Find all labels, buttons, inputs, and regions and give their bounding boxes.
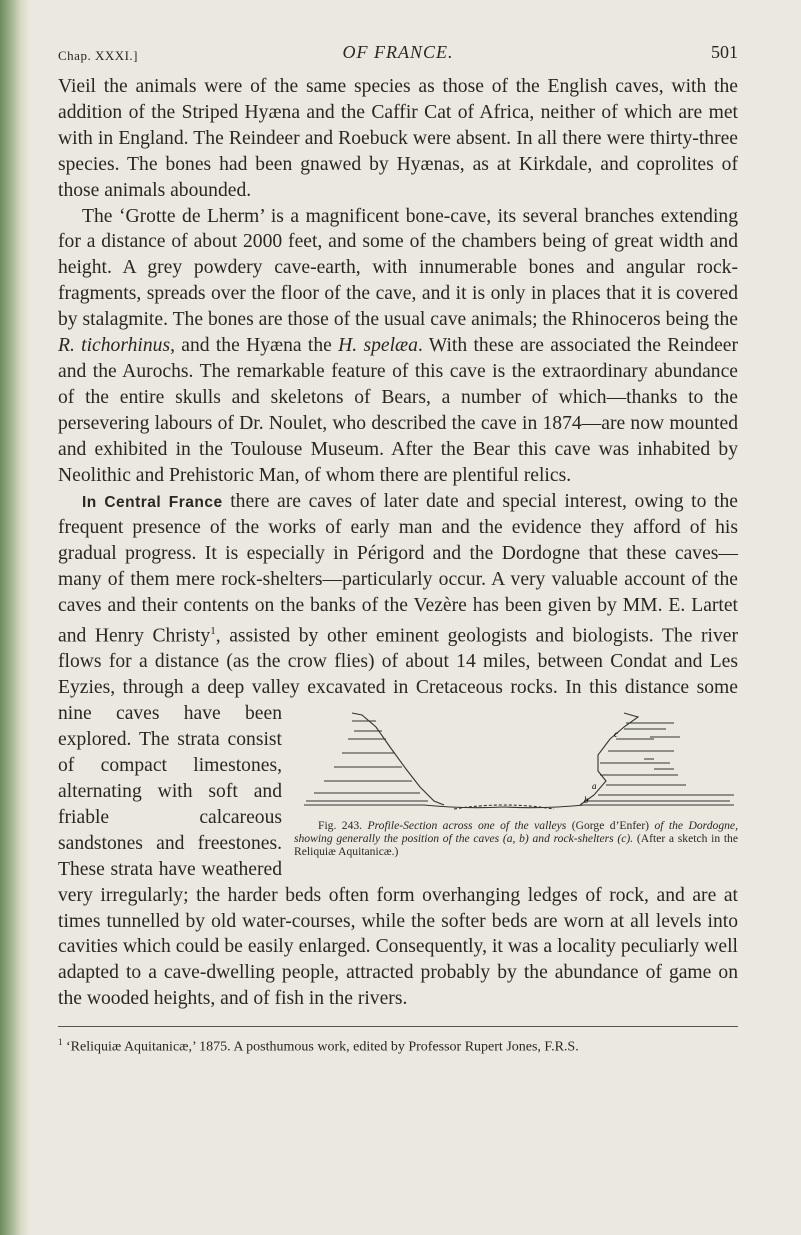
- footnote: [58, 1026, 738, 1057]
- footnote-reference: 1: [210, 625, 216, 638]
- left-strata-lines: [306, 721, 428, 801]
- page-number: 501: [711, 42, 738, 62]
- right-valley-wall: [580, 713, 638, 805]
- right-strata-marks: [644, 737, 680, 769]
- book-gutter-edge: [0, 0, 30, 1235]
- paragraph-2-text-a: The ‘Grotte de Lherm’ is a magnificent bone-cave, its several branches extending for a distance of about 2000 feet, and some of the chambers being of great width and height. A grey powdery cave-earth, with innumerable bones and angular rock-fragments, spreads over the floor of the cave, and it is only in places that it is covered by stalagmite. The bones are those of the usual cave animals; the Rhinoceros being the: [58, 205, 738, 331]
- caption-gorge: (Gorge d’Enfer): [566, 819, 655, 833]
- caption-title: Profile-Section across one of the valleys: [367, 819, 567, 833]
- figure-caption: [294, 819, 738, 858]
- paragraph-3-text-b-lead: , assisted by other eminent geologists and biologists. The river flows for a distance (as the crow flies) of about 14 miles, between Condat and Les Eyzies, through a deep valley excavated in Cretaceous rocks.: [58, 625, 738, 699]
- label-b: b: [584, 795, 589, 806]
- paragraph-3: [58, 489, 738, 1013]
- page-header: [58, 40, 738, 74]
- species-rhinoceros: R. tichorhinus: [58, 335, 171, 357]
- footnote-text: ‘Reliquiæ Aquitanicæ,’ 1875. A posthumous work, edited by Professor Rupert Jones, F.R.S.: [62, 1039, 579, 1055]
- book-page: [58, 40, 738, 1057]
- label-a: a: [592, 781, 597, 792]
- paragraph-3-text-b: [58, 626, 738, 1010]
- right-strata-lines: [584, 723, 734, 801]
- valley-profile-section: [294, 709, 738, 817]
- species-hyaena: H. spelæa: [338, 335, 418, 357]
- caption-number: Fig. 243.: [318, 819, 363, 833]
- paragraph-1: Vieil the animals were of the same species as those of the English caves, with the addition of the Striped Hyæna and the Caffir Cat of Africa, neither of which are met with in England. The Reindeer and Roebuck were absent. In all there were thirty-three species. The bones had been gnawed by Hyænas, as at Kirkdale, and coprolites of those animals abounded.: [58, 76, 738, 201]
- paragraph-2: [58, 204, 738, 489]
- paragraph-3-text-a: there are caves of later date and special interest, owing to the frequent presence of the works of early man and the evidence they afford of his gradual progress. It is especially in Périgord and the Dordogne that these caves—many of them mere rock-shelters—particularly occur. A very valuable account of the caves and their contents on the banks of the Vezère has been given by MM. E. Lartet and Henry Christy: [58, 490, 738, 647]
- paragraph-2-text-c: . With these are associated the Reindeer and the Aurochs. The remarkable feature of this cave is the extraordinary abundance of the entire skulls and skeletons of Bears, a number of which—thanks to the persevering labours of Dr. Noulet, who described the cave in 1874—are now mounted and exhibited in the Toulouse Museum. After the Bear this cave was inhabited by Neolithic and Prehistoric Man, of whom there are plentiful relics.: [58, 335, 738, 486]
- chapter-label: Chap. XXXI.]: [58, 48, 139, 63]
- caption-description: of the Dordogne, showing generally the position of the caves (a, b) and rock-shelters (c).: [294, 819, 738, 846]
- running-title: OF FRANCE.: [342, 42, 454, 62]
- caption-source: (After a sketch in the Reliquiæ Aquitanicæ.): [294, 832, 738, 859]
- footnote-marker: 1: [58, 1037, 63, 1048]
- paragraph-2-text-b: , and the Hyæna the: [170, 335, 339, 357]
- figure-243: [294, 709, 738, 859]
- label-c: c: [614, 729, 618, 740]
- paragraph-3-text-b-rest: In this distance some nine caves have been explored. The strata consist of compact limestones, alternating with soft and friable calcareous sandstones and freestones. These strata have weathered very irregularly; the harder beds often form overhanging ledges of rock, and are at times tunnelled by old water-courses, while the softer beds are worn at all levels into cavities which could be easily enlarged. Consequently, it was a locality peculiarly well adapted to a cave-dwelling people, attracted probably by the abundance of game on the wooded heights, and of fish in the rivers.: [58, 677, 738, 1010]
- section-heading-central-france: In Central France: [82, 493, 223, 511]
- left-valley-wall: [352, 713, 444, 805]
